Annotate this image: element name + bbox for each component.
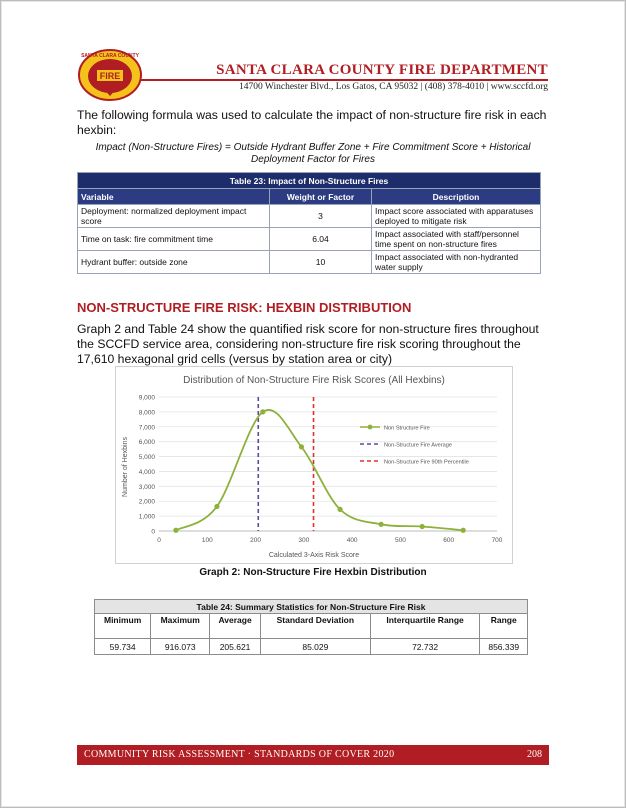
table-24-header: Range: [480, 614, 528, 639]
table-24-header: Interquartile Range: [370, 614, 480, 639]
table-23-header-variable: Variable: [78, 189, 270, 205]
table-24: [94, 599, 528, 655]
chart-svg: [116, 367, 512, 563]
footer-title: COMMUNITY RISK ASSESSMENT · STANDARDS OF COVER 2020: [84, 749, 395, 760]
chart-y-tick-label: 0: [151, 528, 155, 536]
chart-legend-label: Non-Structure Fire 90th Percentile: [384, 459, 469, 466]
table-24-header: Maximum: [151, 614, 210, 639]
chart-data-point: [260, 409, 265, 414]
chart-y-tick-label: 9,000: [138, 394, 155, 402]
table-row: [78, 205, 541, 228]
section-paragraph: Graph 2 and Table 24 show the quantified risk score for non-structure fires throughout the SCCFD service area, considering non-structure fire risk scoring throughout the 17,610 hexagonal grid cells (versus by station area or city): [77, 322, 539, 366]
chart-title: Distribution of Non-Structure Fire Risk Scores (All Hexbins): [183, 375, 445, 386]
impact-formula: Impact (Non-Structure Fires) = Outside Hydrant Buffer Zone + Fire Commitment Score + Historical Deployment Factor for Fires: [95, 142, 531, 165]
chart-data-point: [379, 522, 384, 527]
table-cell: 10: [270, 251, 372, 274]
chart-y-tick-label: 8,000: [138, 409, 155, 417]
table-cell: Impact associated with staff/personnel time spent on non-structure fires: [372, 228, 541, 251]
table-row: [78, 251, 541, 274]
graph-caption: Graph 2: Non-Structure Fire Hexbin Distribution: [199, 567, 427, 578]
department-name: SANTA CLARA COUNTY FIRE DEPARTMENT: [216, 62, 548, 78]
chart-x-tick-label: 500: [394, 537, 406, 544]
table-cell: 59.734: [95, 639, 151, 655]
chart-data-point: [299, 444, 304, 449]
chart-x-tick-label: 700: [491, 537, 503, 544]
chart-legend-marker: [368, 425, 373, 430]
page-number: 208: [527, 749, 542, 760]
chart-x-tick-label: 100: [201, 537, 213, 544]
chart-y-tick-label: 7,000: [138, 424, 155, 432]
chart-y-tick-label: 6,000: [138, 439, 155, 447]
header-rule: [140, 79, 548, 81]
table-24-header: Average: [210, 614, 261, 639]
chart-y-tick-label: 2,000: [138, 498, 155, 506]
table-cell: 856.339: [480, 639, 528, 655]
chart-y-tick-label: 5,000: [138, 454, 155, 462]
chart-x-tick-label: 200: [250, 537, 262, 544]
chart-y-tick-label: 4,000: [138, 468, 155, 476]
section-title: NON-STRUCTURE FIRE RISK: HEXBIN DISTRIBUTION: [77, 300, 412, 315]
table-23-header-description: Description: [372, 189, 541, 205]
logo-top-text: SANTA CLARA COUNTY: [81, 53, 139, 59]
table-24-caption: Table 24: Summary Statistics for Non-Structure Fire Risk: [95, 600, 528, 614]
department-address: 14700 Winchester Blvd., Los Gatos, CA 95032 | (408) 378-4010 | www.sccfd.org: [238, 82, 548, 92]
intro-text: The following formula was used to calculate the impact of non-structure fire risk in each hexbin:: [77, 108, 547, 137]
chart-x-tick-label: 300: [298, 537, 310, 544]
table-cell: 916.073: [151, 639, 210, 655]
table-24-header: Standard Deviation: [260, 614, 370, 639]
table-cell: 205.621: [210, 639, 261, 655]
chart-legend-label: Non Structure Fire: [384, 425, 430, 432]
table-cell: 85.029: [260, 639, 370, 655]
table-cell: Time on task: fire commitment time: [78, 228, 270, 251]
table-23-header-weight: Weight or Factor: [270, 189, 372, 205]
table-cell: 6.04: [270, 228, 372, 251]
chart-data-point: [461, 528, 466, 533]
table-cell: Impact associated with non-hydranted water supply: [372, 251, 541, 274]
table-cell: Impact score associated with apparatuses deployed to mitigate risk: [372, 205, 541, 228]
table-23-caption: Table 23: Impact of Non-Structure Fires: [78, 173, 541, 189]
table-cell: 3: [270, 205, 372, 228]
logo-center-text: FIRE: [99, 71, 121, 81]
department-logo: [77, 48, 143, 102]
chart-x-tick-label: 400: [346, 537, 358, 544]
table-23: [77, 172, 541, 274]
table-cell: Hydrant buffer: outside zone: [78, 251, 270, 274]
table-row: [78, 228, 541, 251]
chart-data-point: [337, 507, 342, 512]
chart-y-tick-label: 1,000: [138, 513, 155, 521]
risk-distribution-chart: [115, 366, 513, 564]
table-row: [95, 639, 528, 655]
chart-data-point: [420, 524, 425, 529]
table-cell: 72.732: [370, 639, 480, 655]
chart-x-axis-label: Calculated 3-Axis Risk Score: [268, 552, 360, 559]
chart-data-point: [214, 504, 219, 509]
chart-y-axis-label: Number of Hexbins: [122, 437, 129, 497]
table-cell: Deployment: normalized deployment impact score: [78, 205, 270, 228]
chart-x-tick-label: 0: [157, 537, 161, 544]
chart-y-tick-label: 3,000: [138, 483, 155, 491]
chart-x-tick-label: 600: [443, 537, 455, 544]
chart-legend-label: Non-Structure Fire Average: [384, 442, 452, 449]
table-24-header: Minimum: [95, 614, 151, 639]
chart-data-point: [173, 528, 178, 533]
